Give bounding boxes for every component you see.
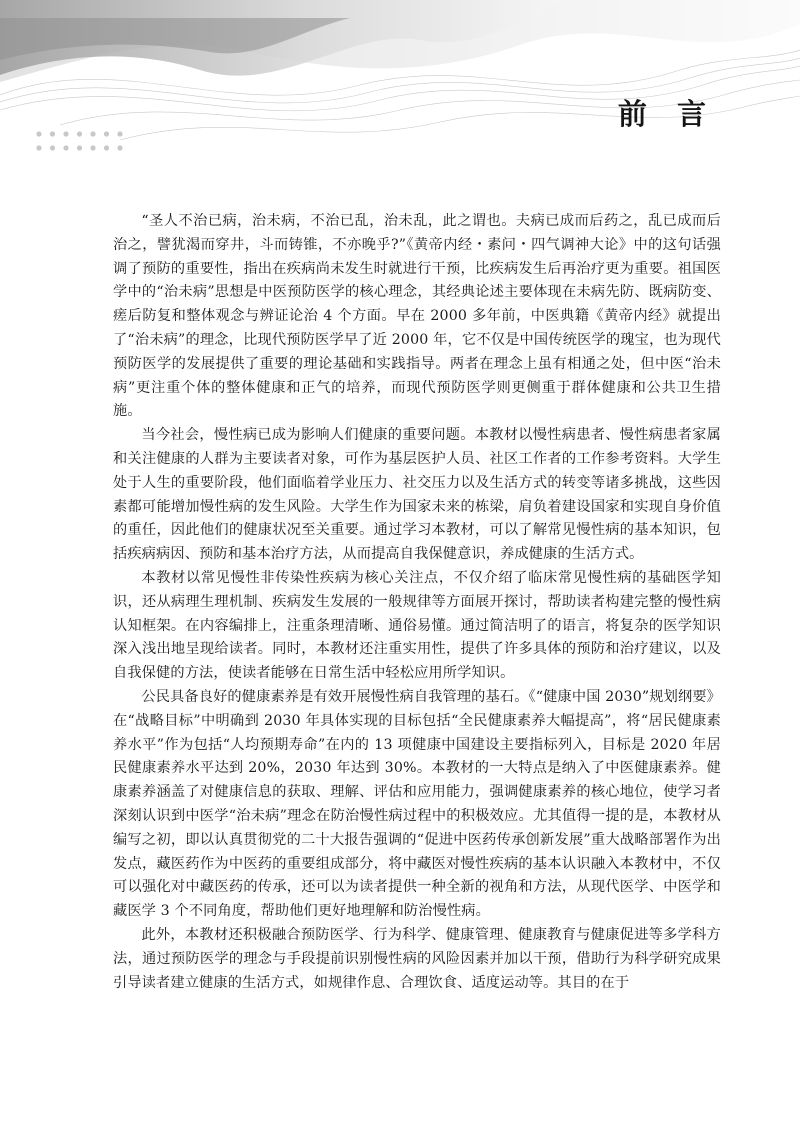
decorative-dot [117, 145, 122, 150]
paragraph: “圣人不治已病，治未病，不治已乱，治未乱，此之谓也。夫病已成而后药之，乱已成而后治之，譬犹渴而穿井，斗而铸锥，不亦晚乎?”《黄帝内经・素问・四气调神大论》中的这句话强调了预防的重要性，指出在疾病尚未发生时就进行干预，比疾病发生后再治疗更为重要。祖国医学中的“治未病”思想是中医预防医学的核心理念，其经典论述主要体现在未病先防、既病防变、瘥后防复和整体观念与辨证论治 4 个方面。早在 2000 多年前，中医典籍《黄帝内经》就提出了“治未病”的理念，比现代预防医学早了近 2000 年，它不仅是中国传统医学的瑰宝，也为现代预防医学的发展提供了重要的理论基础和实践指导。两者在理念上虽有相通之处，但中医“治未病”更注重个体的整体健康和正气的培养，而现代预防医学则更侧重于群体健康和公共卫生措施。 [113, 213, 721, 420]
paragraph: 此外，本教材还积极融合预防医学、行为科学、健康管理、健康教育与健康促进等多学科方法，通过预防医学的理念与手段提前识别慢性病的风险因素并加以干预，借助行为科学研究成果引导读者建立健康的生活方式，如规律作息、合理饮食、适度运动等。其目的在于 [113, 926, 721, 991]
decorative-dot [90, 131, 95, 136]
decorative-dot [63, 145, 68, 150]
decorative-dot [77, 131, 82, 136]
decorative-dot [36, 131, 41, 136]
decorative-dot [63, 131, 68, 136]
decorative-dot [104, 131, 109, 136]
dot-pattern-decoration [36, 130, 126, 154]
preface-body [113, 210, 721, 995]
page-title: 前 言 [617, 97, 716, 131]
paragraph: 当今社会，慢性病已成为影响人们健康的重要问题。本教材以慢性病患者、慢性病患者家属和关注健康的人群为主要读者对象，可作为基层医护人员、社区工作者的工作参考资料。大学生处于人生的重要阶段，他们面临着学业压力、社交压力以及生活方式的转变等诸多挑战，这些因素都可能增加慢性病的发生风险。大学生作为国家未来的栋梁，肩负着建设国家和实现自身价值的重任，因此他们的健康状况至关重要。通过学习本教材，可以了解常见慢性病的基本知识，包括疾病病因、预防和基本治疗方法，从而提高自我保健意识，养成健康的生活方式。 [113, 427, 721, 563]
decorative-dot [90, 145, 95, 150]
decorative-dot [117, 131, 122, 136]
decorative-dot [50, 131, 55, 136]
paragraph: 公民具备良好的健康素养是有效开展慢性病自我管理的基石。《“健康中国 2030”规划纲要》在“战略目标”中明确到 2030 年具体实现的目标包括“全民健康素养大幅提高”，将“居民健康素养水平”作为包括“人均预期寿命”在内的 13 项健康中国建设主要指标列入，目标是 2020 年居民健康素养水平达到 20%，2030 年达到 30%。本教材的一大特点是纳入了中医健康素养。健康素养涵盖了对健康信息的获取、理解、评估和应用能力，强调健康素养的核心地位，使学习者深刻认识到中医学“治未病”理念在防治慢性病过程中的积极效应。尤其值得一提的是，本教材从编写之初，即以认真贯彻党的二十大报告强调的“促进中医药传承创新发展”重大战略部署作为出发点，藏医药作为中医药的重要组成部分，将中藏医对慢性疾病的基本认识融入本教材中，不仅可以强化对中藏医药的传承，还可以为读者提供一种全新的视角和方法，从现代医学、中医学和藏医学 3 个不同角度，帮助他们更好地理解和防治慢性病。 [113, 688, 721, 920]
decorative-dot [77, 145, 82, 150]
decorative-dot [104, 145, 109, 150]
decorative-dot [36, 145, 41, 150]
paragraph: 本教材以常见慢性非传染性疾病为核心关注点，不仅介绍了临床常见慢性病的基础医学知识，还从病理生理机制、疾病发生发展的一般规律等方面展开探讨，帮助读者构建完整的慢性病认知框架。在内容编排上，注重条理清晰、通俗易懂。通过简洁明了的语言，将复杂的医学知识深入浅出地呈现给读者。同时，本教材还注重实用性，提供了许多具体的预防和治疗建议，以及自我保健的方法，使读者能够在日常生活中轻松应用所学知识。 [113, 569, 721, 682]
decorative-dot [50, 145, 55, 150]
